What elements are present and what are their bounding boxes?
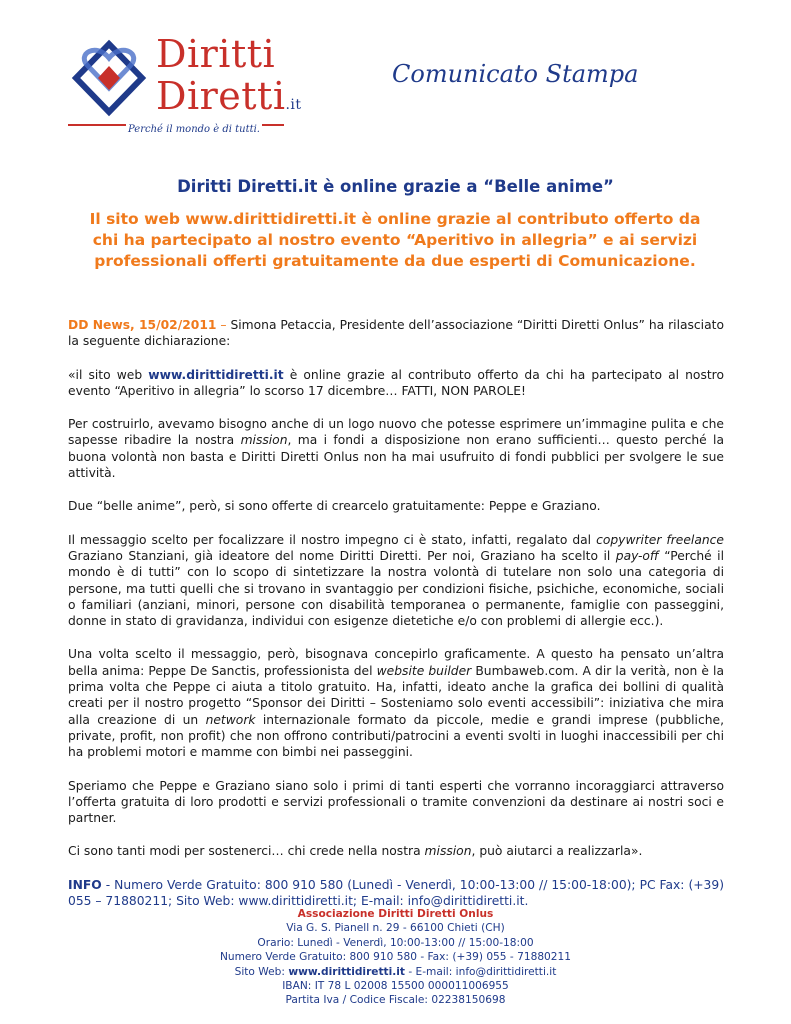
page-title: Diritti Diretti.it è online grazie a “Belle anime” xyxy=(177,177,614,196)
logo xyxy=(68,32,308,140)
brand-name-line2 xyxy=(156,74,302,118)
site-link[interactable]: www.dirittidiretti.it xyxy=(148,367,284,382)
info-email-link[interactable]: info@dirittidiretti.it xyxy=(407,894,525,909)
paragraph-speriamo: Speriamo che Peppe e Graziano siano solo i primi di tanti esperti che vorranno incoraggiarci attraverso l’offerta gratuita di loro prodotti e servizi professionali o tramite convenzioni da destinare ai nostri soci e partner. xyxy=(68,778,724,826)
paragraph-closing: Ci sono tanti modi per sostenerci… chi crede nella nostra mission, può aiutarci a realizzarla». xyxy=(68,844,643,859)
news-dateline: DD News, 15/02/2011 xyxy=(68,318,217,332)
footer-piva: Partita Iva / Codice Fiscale: 02238150698 xyxy=(285,994,506,1007)
paragraph-graziano: Il messaggio scelto per focalizzare il nostro impegno ci è stato, infatti, regalato dal copywriter freelance Graziano Stanziani, già ideatore del nome Diritti Diretti. Per noi, Graziano ha scelto il pay-off “Perché il mondo è di tutti” con lo scopo di sintetizzare la nostra volontà di tutelare non solo una categoria di persone, ma tutti quelli che si trovano in svantaggio per condizioni fisiche, psichiche, economiche, sociali o familiari (anziani, minori, persone con disabilità temporanea o permanente, famiglie con passeggini, donne in stato di gravidanza, individui con esigenze dietetiche e/o con problemi di allergie ecc.). xyxy=(68,532,725,629)
footer-hours: Orario: Lunedì - Venerdì, 10:00-13:00 // 15:00-18:00 xyxy=(257,936,534,949)
footer-site-link[interactable]: www.dirittidiretti.it xyxy=(288,965,405,978)
brand-name-line1: Diritti xyxy=(156,32,276,76)
paragraph-intro: DD News, 15/02/2011 – Simona Petaccia, Presidente dell’associazione “Diritti Diretti Onlus” ha rilasciato la seguente dichiarazione: xyxy=(68,318,724,349)
footer-org: Associazione Diritti Diretti Onlus xyxy=(297,908,494,920)
paragraph-peppe: Una volta scelto il messaggio, però, bisognava concepirlo graficamente. A questo ha pensato un’altra bella anima: Peppe De Sanctis, professionista del website builder Bumbaweb.com. A dir la verità, non è la prima volta che Peppe ci aiuta a titolo gratuito. Ha, infatti, ideato anche la grafica dei bollini di qualità creati per il nostro progetto “Sponsor dei Diritti – Sosteniamo solo eventi accessibili”: iniziativa che mira alla creazione di un network internazionale formato da piccole, medie e grandi imprese (pubbliche, private, profit, non profit) che non offrono contributi/patrocini a eventi svolti in luoghi inaccessibili per chi ha problemi motori e mamme con bimbi nei passeggini. xyxy=(68,647,724,760)
comunicato-stampa-heading: Comunicato Stampa xyxy=(392,60,639,88)
brand-tld: .it xyxy=(285,97,302,113)
brand-name: Diretti xyxy=(156,74,286,118)
diamond-heart-icon xyxy=(68,36,150,124)
paragraph-logo: Per costruirlo, avevamo bisogno anche di un logo nuovo che potesse esprimere un’immagine pulita e che sapesse ribadire la nostra mission, ma i fondi a disposizione non erano sufficienti… questo perché la buona volontà non basta e Diritti Diretti Onlus non ha mai usufruito di fondi pubblici per svolgere le sue attività. xyxy=(68,417,724,481)
article-body xyxy=(68,317,724,926)
paragraph-quote-start: «il sito web www.dirittidiretti.it è online grazie al contributo offerto da chi ha partecipato al nostro evento “Aperitivo in allegria” lo scorso 17 dicembre… FATTI, NON PAROLE! xyxy=(68,367,724,398)
info-label: INFO xyxy=(68,877,102,892)
page-subtitle: Il sito web www.dirittidiretti.it è online grazie al contributo offerto da chi ha partecipato al nostro evento “Aperitivo in allegria” e ai servizi professionali offerti gratuitamente da due esperti di Comunicazione. xyxy=(89,210,701,270)
info-site-link[interactable]: www.dirittidiretti.it xyxy=(238,894,353,909)
footer xyxy=(0,907,791,1008)
paragraph-belle-anime: Due “belle anime”, però, si sono offerte di crearcelo gratuitamente: Peppe e Graziano. xyxy=(68,499,601,514)
footer-web: Sito Web: www.dirittidiretti.it - E-mail: info@dirittidiretti.it xyxy=(234,965,557,978)
paragraph-info: INFO - Numero Verde Gratuito: 800 910 580 (Lunedì - Venerdì, 10:00-13:00 // 15:00-18:00); PC Fax: (+39) 055 – 71880211; Sito Web: www.dirittidiretti.it; E-mail: info@dirittidiretti.it. xyxy=(68,877,724,909)
tagline: Perché il mondo è di tutti. xyxy=(128,124,260,135)
footer-address: Via G. S. Pianell n. 29 - 66100 Chieti (CH) xyxy=(286,922,505,935)
footer-iban: IBAN: IT 78 L 02008 15500 000011006955 xyxy=(282,980,509,993)
footer-phone: Numero Verde Gratuito: 800 910 580 - Fax: (+39) 055 - 71880211 xyxy=(219,951,572,964)
